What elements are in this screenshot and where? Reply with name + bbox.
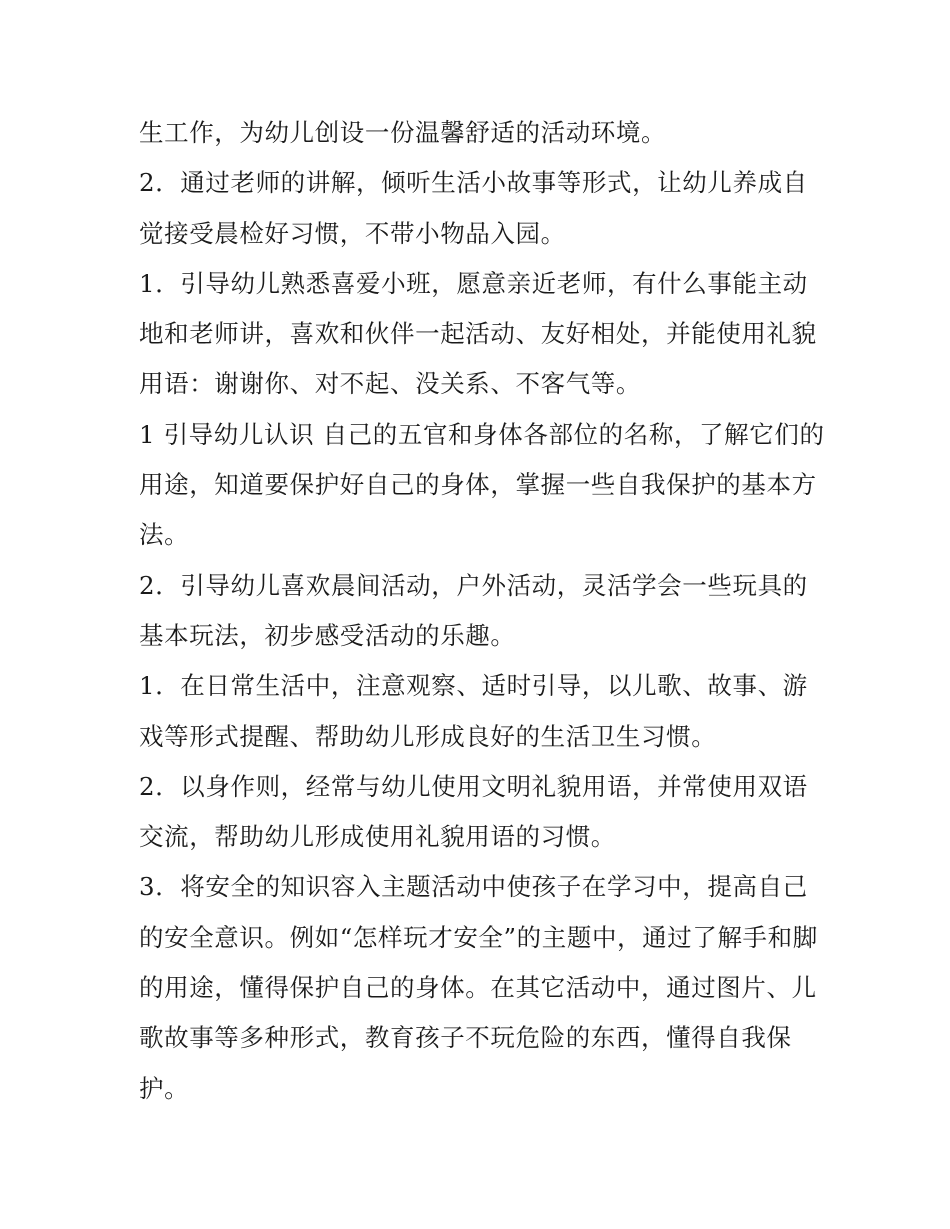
text-line: 觉接受晨检好习惯，不带小物品入园。: [139, 218, 566, 248]
text-line: 用语：谢谢你、对不起、没关系、不客气等。: [139, 369, 641, 399]
text-line: 1 引导幼儿认识 自己的五官和身体各部位的名称，了解它们的: [139, 419, 825, 449]
text-line: 用途，知道要保护好自己的身体，掌握一些自我保护的基本方: [139, 470, 817, 500]
text-line: 2．以身作则，经常与幼儿使用文明礼貌用语，并常使用双语: [139, 771, 808, 801]
text-line: 1．在日常生活中，注意观察、适时引导，以儿歌、故事、游: [139, 671, 808, 701]
text-line: 地和老师讲，喜欢和伙伴一起活动、友好相处，并能使用礼貌: [139, 319, 817, 349]
text-line: 的用途，懂得保护自己的身体。在其它活动中，通过图片、儿: [139, 973, 817, 1003]
text-line: 生工作，为幼儿创设一份温馨舒适的活动环境。: [139, 118, 667, 147]
text-line: 护。: [139, 1073, 190, 1103]
text-line: 的安全意识。例如“怎样玩才安全”的主题中，通过了解手和脚: [139, 922, 818, 952]
text-line: 3．将安全的知识容入主题活动中使孩子在学习中，提高自己: [139, 872, 808, 902]
text-line: 基本玩法，初步感受活动的乐趣。: [139, 620, 516, 650]
text-line: 交流，帮助幼儿形成使用礼貌用语的习惯。: [139, 822, 616, 852]
text-line: 戏等形式提醒、帮助幼儿形成良好的生活卫生习惯。: [139, 721, 717, 751]
text-line: 2．通过老师的讲解，倾听生活小故事等形式，让幼儿养成自: [139, 168, 808, 198]
text-line: 2．引导幼儿喜欢晨间活动，户外活动，灵活学会一些玩具的: [139, 570, 808, 600]
text-line: 法。: [139, 520, 190, 550]
text-line: 歌故事等多种形式，教育孩子不玩危险的东西，懂得自我保: [139, 1023, 792, 1053]
text-line: 1．引导幼儿熟悉喜爱小班，愿意亲近老师，有什么事能主动: [139, 268, 808, 298]
document-body: [139, 108, 829, 1114]
